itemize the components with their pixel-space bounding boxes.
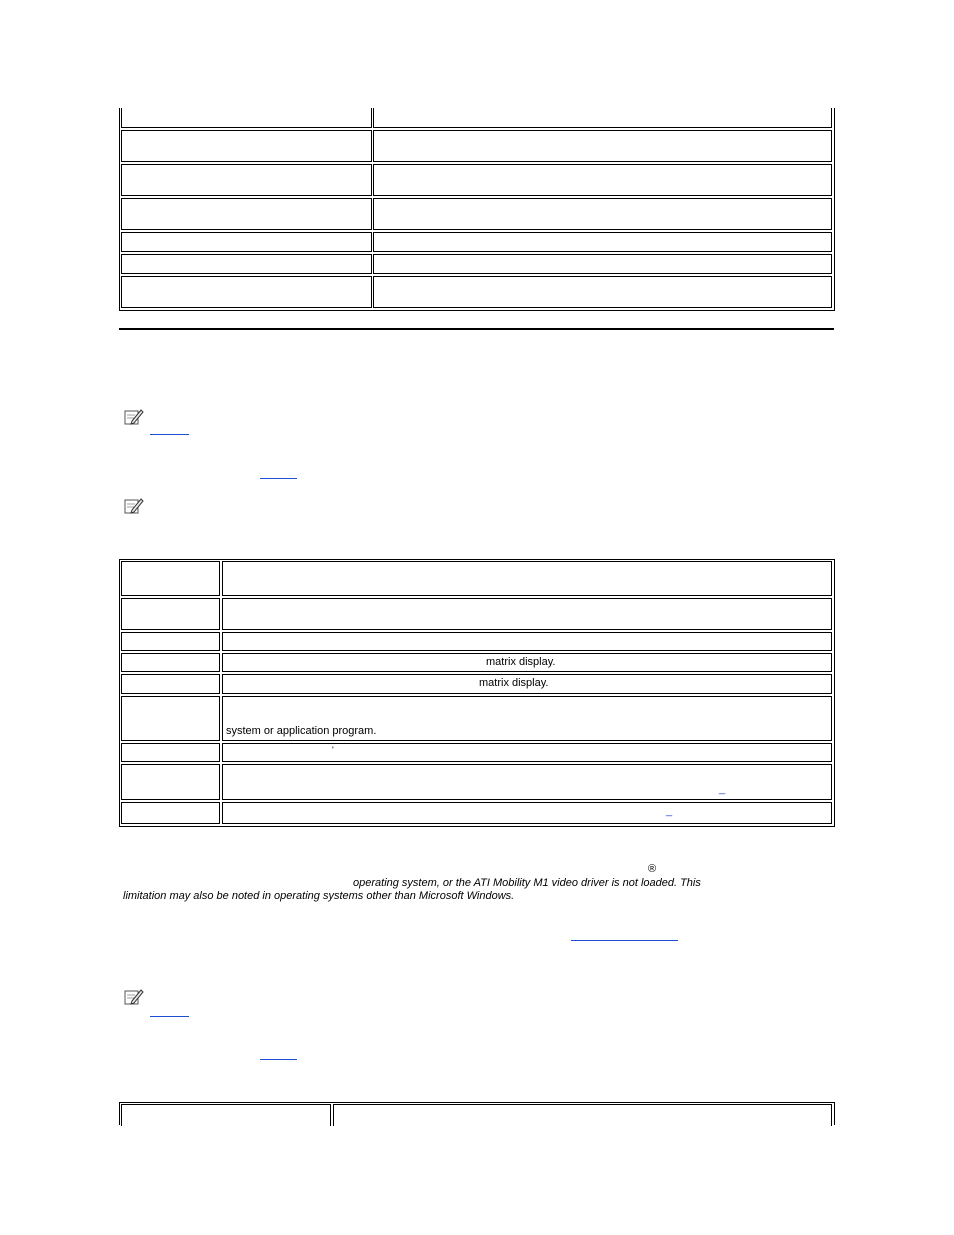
- registered-mark: ®: [648, 863, 657, 875]
- table-row: matrix display.: [120, 653, 834, 672]
- inline-link[interactable]: [260, 478, 297, 479]
- table-row: [120, 164, 834, 196]
- row-link[interactable]: _: [666, 805, 673, 817]
- table-row: [120, 632, 834, 651]
- notice-line-1: operating system, or the ATI Mobility M1 video driver is not loaded. This: [353, 877, 701, 889]
- table-row: [120, 232, 834, 252]
- table-row: [120, 198, 834, 230]
- table-display-modes: [119, 559, 835, 827]
- table-row: [120, 802, 834, 824]
- note-link[interactable]: [150, 1016, 189, 1017]
- notice-line-2: limitation may also be noted in operating systems other than Microsoft Windows.: [123, 890, 515, 902]
- note-pencil-icon: [124, 408, 144, 426]
- table-top: [119, 108, 835, 311]
- table-bottom: [119, 1102, 835, 1125]
- table-row: [120, 764, 834, 800]
- table-row: [120, 130, 834, 162]
- inline-link[interactable]: [260, 1059, 297, 1060]
- table-row: [120, 108, 834, 128]
- table-row: system or application program.: [120, 696, 834, 741]
- table-row: [120, 1104, 834, 1126]
- note-link[interactable]: [150, 434, 189, 435]
- table-row: [120, 598, 834, 630]
- table-row: [120, 276, 834, 308]
- table-row: matrix display.: [120, 674, 834, 694]
- note-pencil-icon: [124, 497, 144, 515]
- table-row: [120, 254, 834, 274]
- row-link[interactable]: _: [719, 783, 726, 795]
- section-divider: [119, 328, 834, 330]
- table-row: ': [120, 743, 834, 762]
- note-pencil-icon: [124, 988, 144, 1006]
- table-row: [120, 561, 834, 596]
- reference-link[interactable]: [571, 940, 678, 941]
